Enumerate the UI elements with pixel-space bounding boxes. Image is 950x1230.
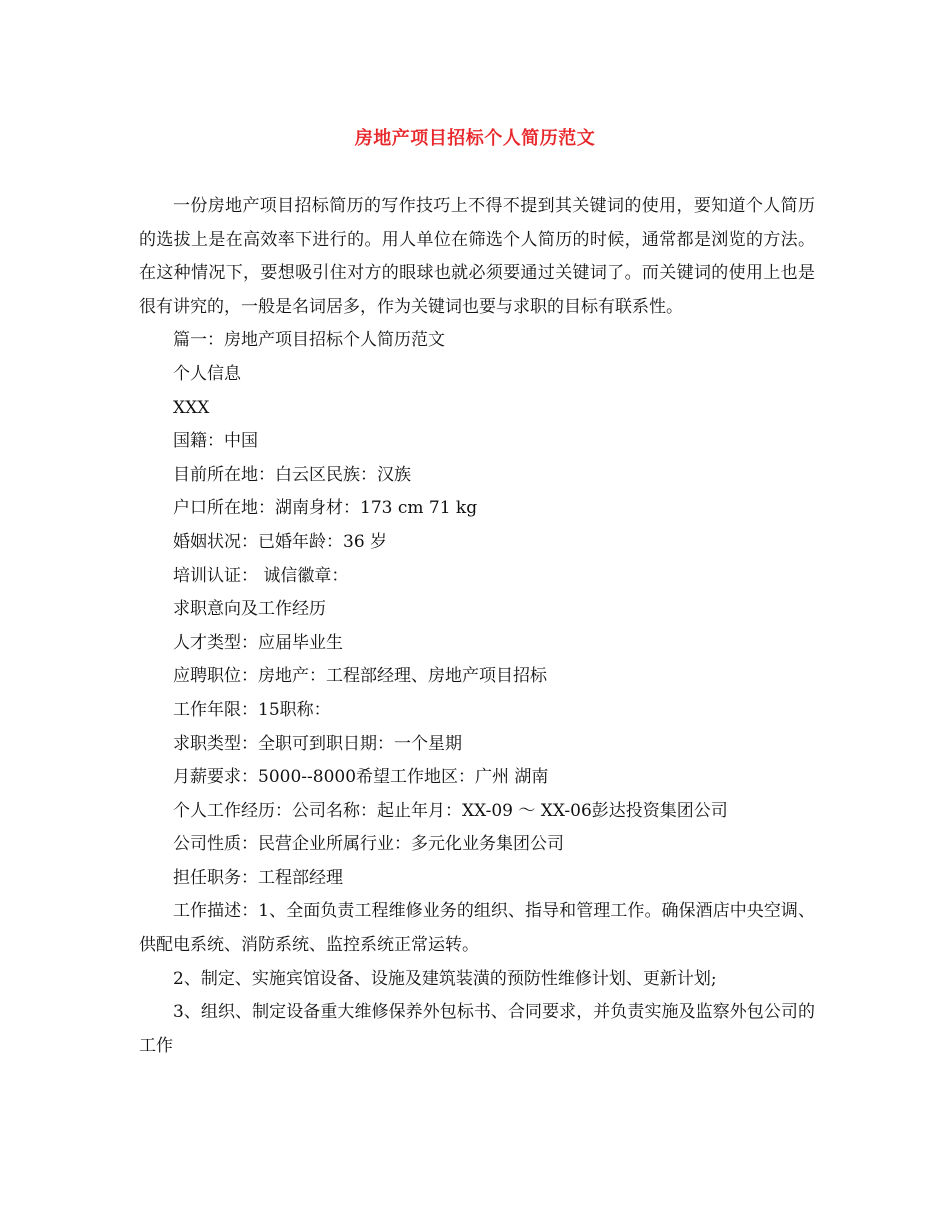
document-title: 房地产项目招标个人简历范文 (354, 128, 596, 149)
marital-line: 婚姻状况：已婚年龄：36 岁 (173, 531, 388, 552)
work-history-line: 个人工作经历：公司名称：起止年月：XX-09 ～ XX-06彭达投资集团公司 (173, 800, 728, 821)
location-line: 目前所在地：白云区民族：汉族 (173, 464, 411, 485)
section-heading-resume: 篇一：房地产项目招标个人简历范文 (173, 330, 445, 351)
position-line: 应聘职位：房地产：工程部经理、房地产项目招标 (173, 666, 547, 687)
section-heading-job-intent: 求职意向及工作经历 (173, 599, 326, 620)
talent-type-line: 人才类型：应届毕业生 (173, 632, 343, 653)
job-type-line: 求职类型：全职可到职日期：一个星期 (173, 733, 462, 754)
salary-line: 月薪要求：5000--8000希望工作地区：广州 湖南 (173, 767, 549, 788)
company-nature-line: 公司性质：民营企业所属行业：多元化业务集团公司 (173, 834, 564, 855)
job-title-line: 担任职务：工程部经理 (173, 867, 343, 888)
nationality-line: 国籍：中国 (173, 431, 258, 452)
certification-line: 培训认证： 诚信徽章： (173, 565, 349, 586)
years-line: 工作年限：15职称： (173, 699, 331, 720)
name-line: XXX (173, 397, 210, 418)
duty-item-2: 2、制定、实施宾馆设备、设施及建筑装潢的预防性维修计划、更新计划; (173, 968, 717, 989)
duty-item-3: 3、组织、制定设备重大维修保养外包标书、合同要求，并负责实施及监察外包公司的工作 (139, 1002, 815, 1056)
document-body (139, 190, 815, 1063)
intro-paragraph: 一份房地产项目招标简历的写作技巧上不得不提到其关键词的使用，要知道个人简历的选拔上是在高效率下进行的。用人单位在筛选个人简历的时候，通常都是浏览的方法。在这种情况下，要想吸引住对方的眼球也就必须要通过关键词了。而关键词的使用上也是很有讲究的，一般是名词居多，作为关键词也要与求职的目标有联系性。 (139, 196, 815, 317)
hukou-line: 户口所在地：湖南身材：173 cm 71 kg (173, 498, 478, 519)
section-heading-personal-info: 个人信息 (173, 363, 241, 384)
job-description-paragraph: 工作描述：1、全面负责工程维修业务的组织、指导和管理工作。确保酒店中央空调、供配电系统、消防系统、监控系统正常运转。 (139, 901, 815, 956)
